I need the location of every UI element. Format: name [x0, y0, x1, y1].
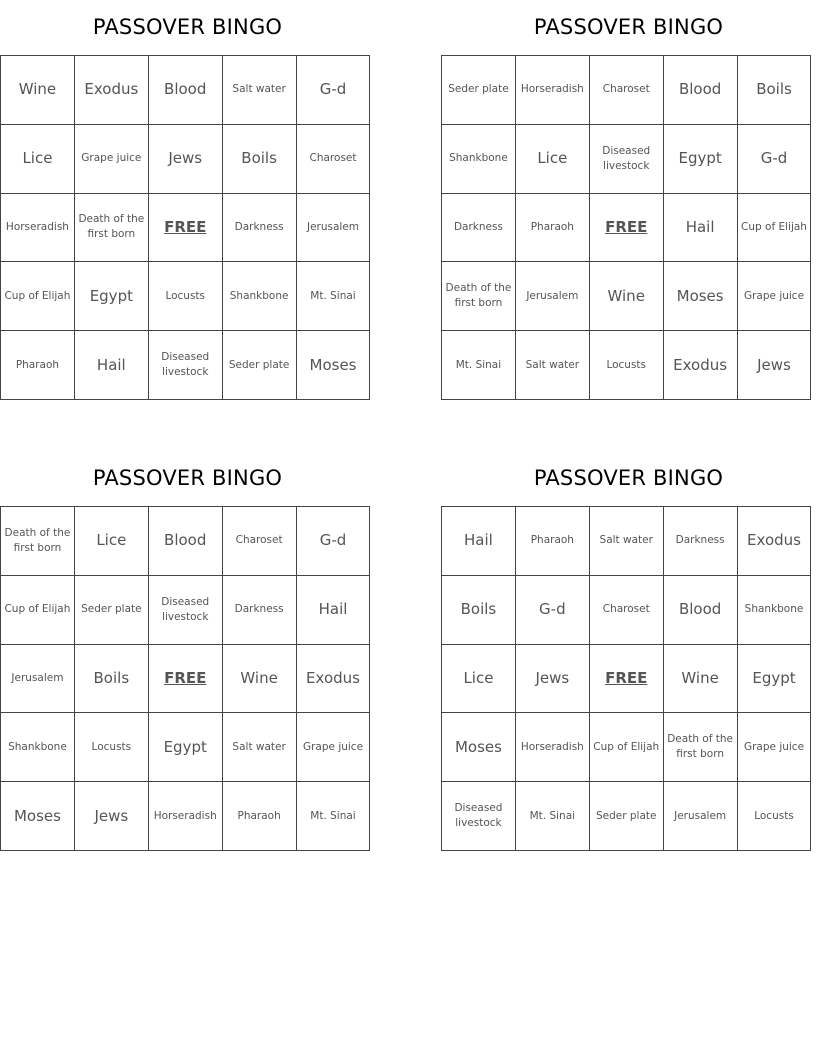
- bingo-cell: Moses: [1, 782, 75, 851]
- bingo-cell: Mt. Sinai: [296, 262, 370, 331]
- bingo-cell: Lice: [515, 124, 589, 193]
- bingo-cell: Hail: [663, 193, 737, 262]
- bingo-cell: Charoset: [296, 124, 370, 193]
- bingo-cell: Salt water: [222, 56, 296, 125]
- bingo-cell: Grape juice: [737, 713, 811, 782]
- bingo-cell: Cup of Elijah: [589, 713, 663, 782]
- bingo-cell: Moses: [442, 713, 516, 782]
- bingo-cell: Boils: [222, 124, 296, 193]
- free-space-cell: FREE: [589, 644, 663, 713]
- card-title: PASSOVER BINGO: [92, 466, 283, 490]
- bingo-cell: Salt water: [515, 331, 589, 400]
- bingo-cell: Grape juice: [296, 713, 370, 782]
- bingo-cell: Pharaoh: [515, 193, 589, 262]
- bingo-cell: Charoset: [222, 507, 296, 576]
- bingo-cell: Locusts: [737, 782, 811, 851]
- bingo-cell: Blood: [148, 56, 222, 125]
- bingo-cell: Seder plate: [222, 331, 296, 400]
- bingo-cell: Darkness: [222, 193, 296, 262]
- bingo-cell: Grape juice: [74, 124, 148, 193]
- bingo-cell: Death of the first born: [663, 713, 737, 782]
- bingo-cell: Wine: [1, 56, 75, 125]
- bingo-cell: G-d: [296, 56, 370, 125]
- bingo-cell: Cup of Elijah: [1, 575, 75, 644]
- grid-row: [442, 713, 811, 782]
- grid-row: [1, 331, 370, 400]
- bingo-cell: Jews: [148, 124, 222, 193]
- bingo-cell: Boils: [737, 56, 811, 125]
- grid-row: [1, 644, 370, 713]
- bingo-cell: Boils: [442, 575, 516, 644]
- bingo-cell: Mt. Sinai: [515, 782, 589, 851]
- bingo-cell: Exodus: [737, 507, 811, 576]
- bingo-cell: Exodus: [663, 331, 737, 400]
- grid-row: [1, 193, 370, 262]
- bingo-cell: Salt water: [589, 507, 663, 576]
- bingo-cell: Moses: [663, 262, 737, 331]
- bingo-cell: Hail: [442, 507, 516, 576]
- grid-row: [1, 575, 370, 644]
- bingo-cell: Diseased livestock: [148, 331, 222, 400]
- bingo-cell: Death of the first born: [1, 507, 75, 576]
- bingo-cell: Charoset: [589, 575, 663, 644]
- bingo-cell: Horseradish: [515, 56, 589, 125]
- bingo-cell: Wine: [663, 644, 737, 713]
- bingo-grid: [441, 55, 811, 400]
- bingo-cell: Pharaoh: [222, 782, 296, 851]
- card-title: PASSOVER BINGO: [92, 15, 283, 39]
- grid-row: [442, 56, 811, 125]
- bingo-grid: [441, 506, 811, 851]
- bingo-cell: Jerusalem: [515, 262, 589, 331]
- bingo-cell: Blood: [663, 575, 737, 644]
- grid-row: [1, 782, 370, 851]
- bingo-cell: Darkness: [442, 193, 516, 262]
- bingo-cell: Moses: [296, 331, 370, 400]
- bingo-cell: Diseased livestock: [148, 575, 222, 644]
- bingo-cell: Salt water: [222, 713, 296, 782]
- grid-row: [442, 644, 811, 713]
- grid-row: [442, 193, 811, 262]
- grid-row: [442, 331, 811, 400]
- grid-row: [442, 575, 811, 644]
- bingo-cell: Jerusalem: [296, 193, 370, 262]
- bingo-cell: Darkness: [663, 507, 737, 576]
- bingo-cell: Diseased livestock: [589, 124, 663, 193]
- bingo-cell: G-d: [737, 124, 811, 193]
- bingo-cell: Shankbone: [737, 575, 811, 644]
- grid-row: [1, 713, 370, 782]
- bingo-cell: Diseased livestock: [442, 782, 516, 851]
- bingo-cell: Egypt: [74, 262, 148, 331]
- bingo-cell: Wine: [589, 262, 663, 331]
- bingo-cell: G-d: [515, 575, 589, 644]
- bingo-cell: Boils: [74, 644, 148, 713]
- bingo-cell: Horseradish: [148, 782, 222, 851]
- bingo-cell: Hail: [296, 575, 370, 644]
- bingo-cell: Blood: [663, 56, 737, 125]
- bingo-cell: Mt. Sinai: [442, 331, 516, 400]
- bingo-cell: Jerusalem: [1, 644, 75, 713]
- bingo-cell: Death of the first born: [442, 262, 516, 331]
- bingo-cell: Mt. Sinai: [296, 782, 370, 851]
- bingo-cell: Seder plate: [589, 782, 663, 851]
- bingo-cell: Locusts: [148, 262, 222, 331]
- bingo-cell: Death of the first born: [74, 193, 148, 262]
- free-space-cell: FREE: [148, 644, 222, 713]
- bingo-cell: Pharaoh: [515, 507, 589, 576]
- grid-row: [442, 262, 811, 331]
- bingo-cell: Lice: [74, 507, 148, 576]
- card-title: PASSOVER BINGO: [533, 15, 724, 39]
- bingo-cell: Cup of Elijah: [737, 193, 811, 262]
- bingo-cell: Egypt: [663, 124, 737, 193]
- grid-row: [442, 124, 811, 193]
- bingo-cell: Jews: [74, 782, 148, 851]
- bingo-cell: Darkness: [222, 575, 296, 644]
- grid-row: [1, 507, 370, 576]
- bingo-cell: Wine: [222, 644, 296, 713]
- bingo-cell: Locusts: [74, 713, 148, 782]
- bingo-cell: Seder plate: [442, 56, 516, 125]
- bingo-cell: Seder plate: [74, 575, 148, 644]
- bingo-cell: Pharaoh: [1, 331, 75, 400]
- bingo-cell: G-d: [296, 507, 370, 576]
- bingo-cell: Horseradish: [1, 193, 75, 262]
- bingo-cell: Exodus: [74, 56, 148, 125]
- bingo-cell: Horseradish: [515, 713, 589, 782]
- bingo-cell: Shankbone: [222, 262, 296, 331]
- bingo-grid: [0, 55, 370, 400]
- bingo-cell: Jews: [737, 331, 811, 400]
- bingo-cell: Shankbone: [1, 713, 75, 782]
- grid-row: [1, 56, 370, 125]
- bingo-cell: Shankbone: [442, 124, 516, 193]
- free-space-cell: FREE: [148, 193, 222, 262]
- grid-row: [1, 262, 370, 331]
- bingo-cell: Hail: [74, 331, 148, 400]
- bingo-cell: Jews: [515, 644, 589, 713]
- free-space-cell: FREE: [589, 193, 663, 262]
- bingo-cell: Lice: [442, 644, 516, 713]
- bingo-cell: Grape juice: [737, 262, 811, 331]
- bingo-grid: [0, 506, 370, 851]
- bingo-cell: Egypt: [148, 713, 222, 782]
- bingo-cell: Cup of Elijah: [1, 262, 75, 331]
- bingo-cell: Jerusalem: [663, 782, 737, 851]
- bingo-cell: Egypt: [737, 644, 811, 713]
- grid-row: [442, 782, 811, 851]
- grid-row: [442, 507, 811, 576]
- card-title: PASSOVER BINGO: [533, 466, 724, 490]
- bingo-cell: Blood: [148, 507, 222, 576]
- bingo-cell: Locusts: [589, 331, 663, 400]
- grid-row: [1, 124, 370, 193]
- bingo-cell: Lice: [1, 124, 75, 193]
- bingo-cell: Exodus: [296, 644, 370, 713]
- bingo-cell: Charoset: [589, 56, 663, 125]
